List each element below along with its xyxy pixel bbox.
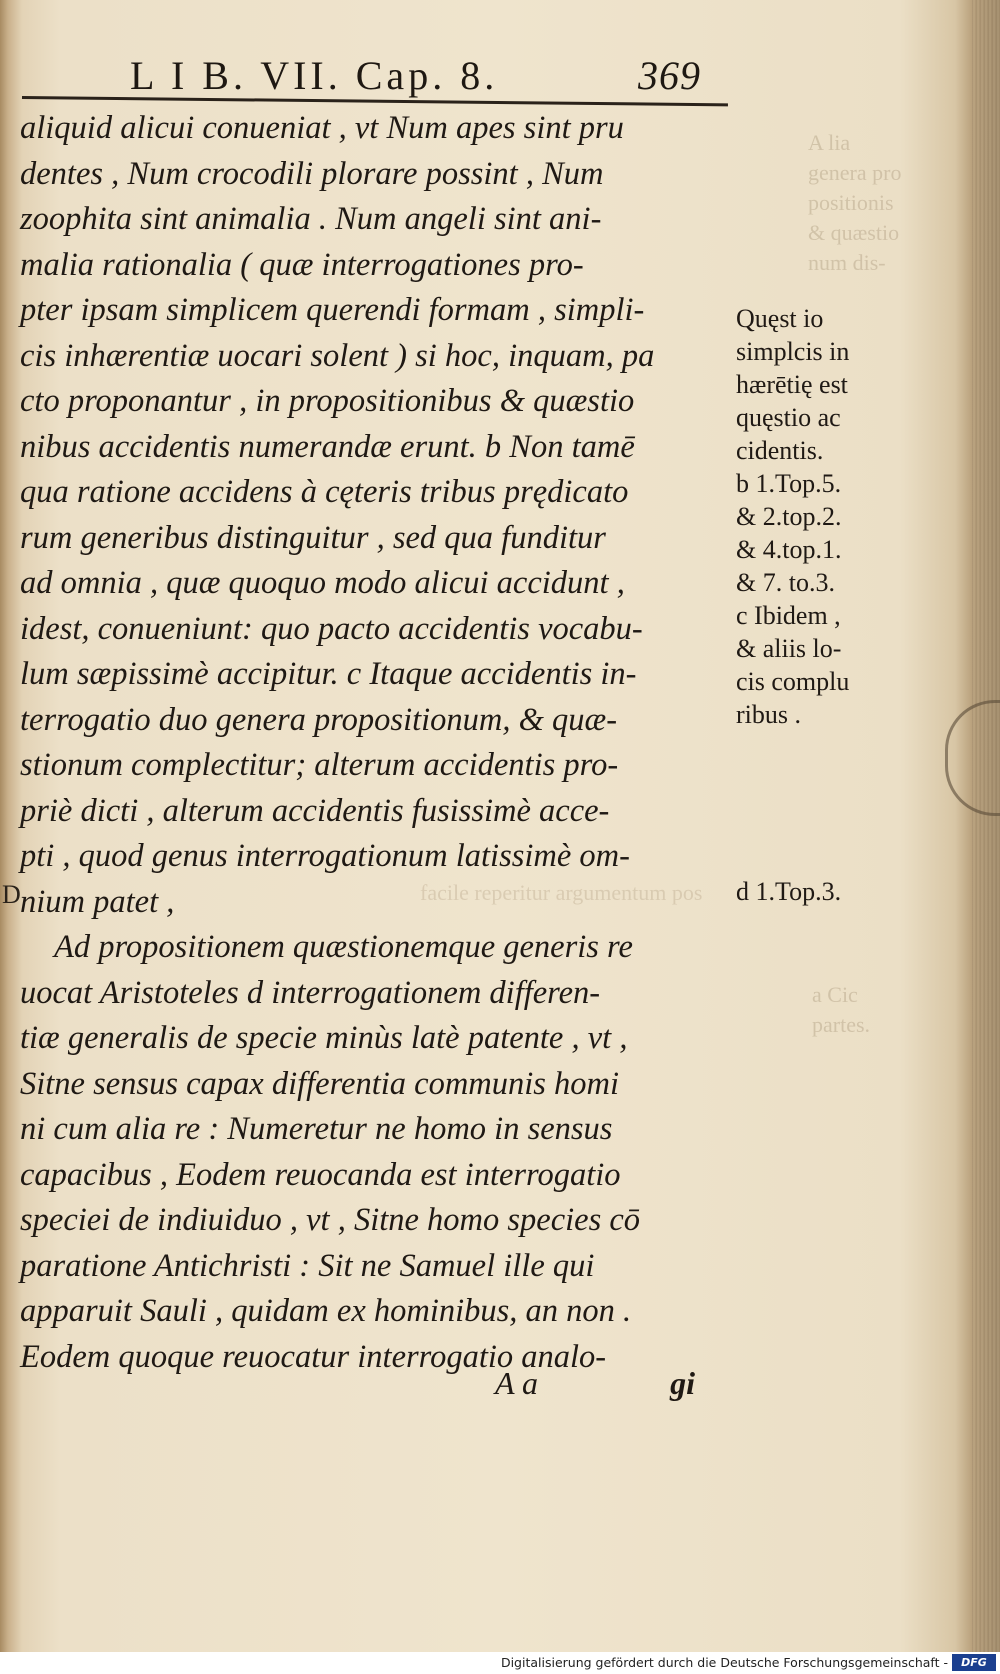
text-line: cto proponantur , in propositionibus & quæstio — [20, 383, 635, 419]
text-line: Sitne sensus capax differentia communis homi — [20, 1065, 620, 1102]
text-line: priè dicti , alterum accidentis fusissimè acce- — [20, 792, 610, 829]
text-line: pter ipsam simplicem querendi formam , simpli- — [20, 292, 645, 328]
text-line: ni cum alia re : Numeretur ne homo in sensus — [20, 1111, 613, 1147]
text-line: speciei de indiuiduo , vt , Sitne homo species cō — [20, 1202, 641, 1238]
marginal-note-line: ribus . — [736, 700, 801, 729]
marginal-note-line: quęstio ac — [736, 403, 841, 432]
bleed-through-line: a Cic — [812, 982, 858, 1007]
running-head-text: L I B. VII. Cap. 8. — [130, 53, 499, 98]
text-line: cis inhærentiæ uocari solent ) si hoc, inquam, pa — [20, 337, 655, 374]
bleed-through-line: & quæstio — [808, 220, 900, 245]
folio-number: 369 — [638, 53, 701, 98]
text-line: ad omnia , quæ quoquo modo alicui accidunt , — [20, 565, 625, 601]
text-line: idest, conueniunt: quo pacto accidentis vocabu- — [20, 610, 643, 647]
marginal-note-line: cidentis. — [736, 436, 824, 465]
page-edge-fore-edge — [972, 0, 1000, 1652]
text-line: zoophita sint animalia . Num angeli sint ani- — [20, 201, 602, 237]
marginal-note-line: c Ibidem , — [736, 601, 841, 630]
marginal-note-line: d 1.Top.3. — [736, 877, 842, 906]
marginal-note-reference-d — [736, 875, 901, 908]
text-line: rum generibus distinguitur , sed qua funditur — [20, 519, 606, 556]
catchword: gi — [670, 1365, 695, 1401]
marginal-note-line: Quęst io — [736, 304, 824, 333]
text-line: Ad propositionem quæstionemque generis re — [54, 929, 633, 965]
margin-marker: D — [2, 880, 21, 909]
bleed-through-line: positionis — [808, 190, 894, 215]
marginal-note-line: cis complu — [736, 667, 850, 696]
text-line: uocat Aristoteles d interrogationem differen- — [20, 974, 601, 1011]
marginal-note-line: hærētię est — [736, 370, 848, 399]
bleed-through-body-fragment: facile reperitur argumentum pos — [420, 880, 703, 905]
marginal-note-line: simplcis in — [736, 337, 850, 366]
bleed-through-line: A lia — [808, 130, 851, 155]
text-line: capacibus , Eodem reuocanda est interrogatio — [20, 1156, 621, 1193]
bleed-through-line: num dis- — [808, 250, 886, 275]
text-line: nibus accidentis numerandæ erunt. b Non tamē — [20, 428, 635, 465]
text-line: tiæ generalis de specie minùs latè patente , vt , — [20, 1020, 628, 1056]
marginal-note-line: & 2.top.2. — [736, 502, 842, 531]
bleed-through-line: genera pro — [808, 160, 902, 185]
dfg-logo: DFG — [952, 1654, 996, 1671]
catchword-line — [495, 1365, 725, 1410]
bleed-through-margin-top — [808, 128, 918, 278]
funding-credit: Digitalisierung gefördert durch die Deutsche Forschungsgemeinschaft - — [500, 1655, 948, 1670]
marginal-note-question — [736, 302, 901, 731]
text-line: lum sæpissimè accipitur. c Itaque accidentis in- — [20, 656, 637, 692]
signature-mark: A a — [495, 1365, 538, 1401]
marginal-note-line: & 4.top.1. — [736, 535, 842, 564]
text-line: terrogatio duo genera propositionum, & quæ- — [20, 701, 618, 738]
main-text-block — [20, 106, 725, 1380]
text-line: nium patet , — [20, 883, 175, 920]
text-line: stionum complectitur; alterum accidentis pro- — [20, 747, 619, 783]
text-line: paratione Antichristi : Sit ne Samuel ille qui — [20, 1247, 595, 1284]
marginal-note-line: & aliis lo- — [736, 634, 842, 663]
text-line: apparuit Sauli , quidam ex hominibus, an non . — [20, 1293, 632, 1329]
bleed-through-margin-middle — [812, 980, 922, 1040]
text-line: aliquid alicui conueniat , vt Num apes sint pru — [20, 110, 624, 146]
marginal-note-line: & 7. to.3. — [736, 568, 835, 597]
text-line: Eodem quoque reuocatur interrogatio analo- — [20, 1338, 607, 1375]
running-head — [130, 52, 730, 99]
bleed-through-line: partes. — [812, 1012, 871, 1037]
footer-bar — [0, 1652, 1000, 1674]
text-line: malia rationalia ( quæ interrogationes pro- — [20, 246, 584, 283]
text-line: qua ratione accidens à cęteris tribus prędicato — [20, 474, 629, 510]
marginal-note-line: b 1.Top.5. — [736, 469, 842, 498]
text-line: pti , quod genus interrogationum latissimè om- — [20, 838, 630, 874]
text-line: dentes , Num crocodili plorare possint , Num — [20, 155, 604, 192]
